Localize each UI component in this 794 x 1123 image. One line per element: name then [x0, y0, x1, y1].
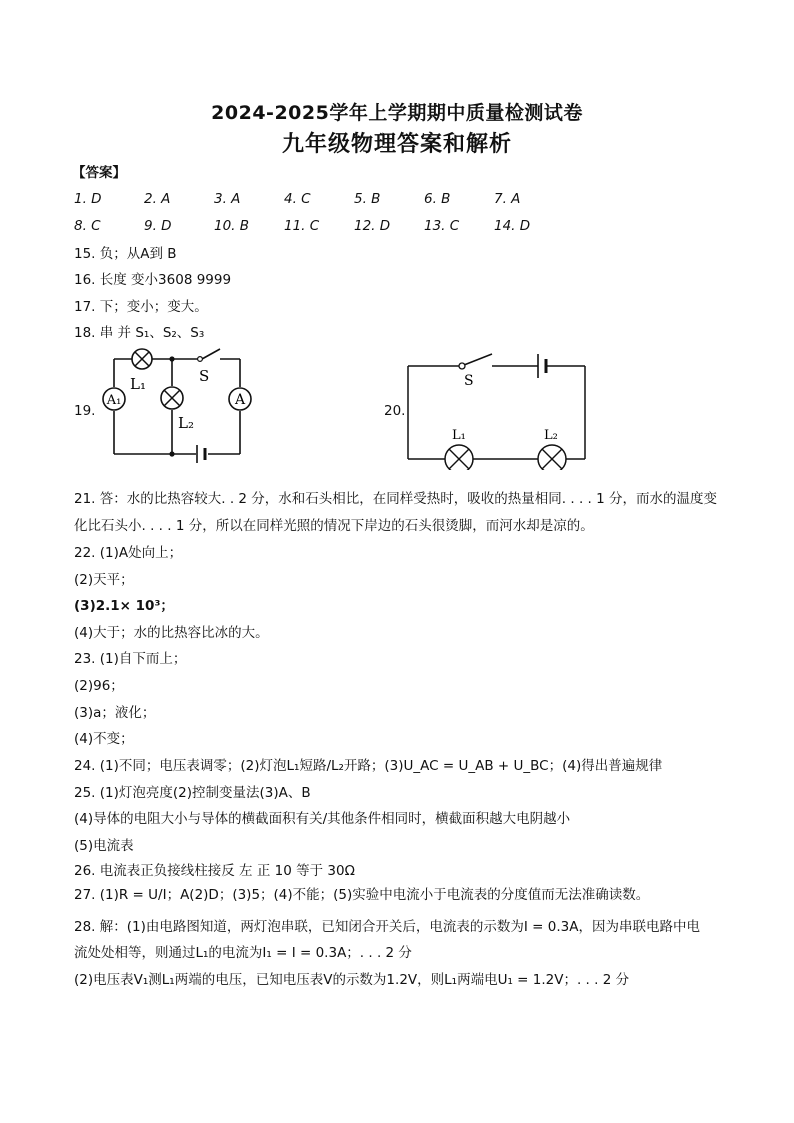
lamp-l1-label: L₁	[452, 428, 466, 443]
mc-answer: 13. C	[424, 218, 460, 234]
ammeter-a-icon	[229, 388, 251, 410]
lamp-l2-label: L₂	[544, 428, 558, 443]
mc-answer: 10. B	[214, 218, 250, 234]
lamp-l2-icon	[161, 387, 183, 409]
answer-q22-1: 22. (1)A处向上；	[74, 545, 183, 561]
lamp-l1-icon	[445, 445, 473, 470]
battery-icon	[197, 445, 205, 463]
answer-q26: 26. 电流表正负接线柱接反 左 正 10 等于 30Ω	[74, 863, 355, 879]
answer-q28-line2: 流处处相等，则通过L₁的电流为I₁ = I = 0.3A；. . . 2 分	[74, 945, 412, 961]
answer-q23-3: (3)a；液化；	[74, 705, 156, 721]
mc-answer: 4. C	[284, 191, 311, 207]
answer-q22-3: (3)2.1× 10³；	[74, 598, 174, 614]
ammeter-a1-label: A₁	[106, 393, 122, 408]
mc-answer: 8. C	[74, 218, 101, 234]
mc-answer: 2. A	[144, 191, 171, 207]
lamp-l2-icon	[538, 445, 566, 470]
answer-q16: 16. 长度 变小3608 9999	[74, 272, 232, 288]
answer-q25-1: 25. (1)灯泡亮度(2)控制变量法(3)A、B	[74, 785, 311, 801]
mc-answer: 6. B	[424, 191, 451, 207]
answer-q28-line3: (2)电压表V₁测L₁两端的电压，已知电压表V的示数为1.2V，则L₁两端电U₁ = 1.2V；. . . 2 分	[74, 972, 630, 988]
battery-icon	[538, 354, 546, 378]
exam-subtitle: 九年级物理答案和解析	[281, 132, 512, 157]
lamp-l2-label: L₂	[178, 414, 194, 432]
circuit-diagram-20	[402, 346, 598, 470]
answer-q18: 18. 串 并 S₁、S₂、S₃	[74, 325, 205, 341]
q20-label: 20.	[384, 403, 406, 419]
answer-q22-2: (2)天平；	[74, 572, 134, 588]
q19-label: 19.	[74, 403, 96, 419]
answer-q23-4: (4)不变；	[74, 731, 134, 747]
switch-label: S	[199, 367, 210, 385]
answer-q24: 24. (1)不同；电压表调零；(2)灯泡L₁短路/L₂开路；(3)U_AC = U_AB + U_BC；(4)得出普遍规律	[74, 758, 663, 774]
junction-dot	[169, 356, 174, 361]
answer-heading: 【答案】	[72, 165, 126, 181]
lamp-l1-label: L₁	[130, 375, 146, 393]
ammeter-a-label: A	[234, 392, 246, 408]
answer-q25-2: (4)导体的电阻大小与导体的横截面积有关/其他条件相同时，横截面积越大电阴越小	[74, 811, 571, 827]
exam-title: 2024-2025学年上学期期中质量检测试卷	[211, 102, 583, 124]
answer-q22-4: (4)大于；水的比热容比冰的大。	[74, 625, 269, 641]
mc-answer: 3. A	[214, 191, 241, 207]
answer-q15: 15. 负；从A到 B	[74, 246, 177, 262]
circuit-diagram-19	[96, 342, 256, 466]
answer-q21-line2: 化比石头小. . . . 1 分，所以在同样光照的情况下岸边的石头很烫脚，而河水却是凉的。	[74, 518, 594, 534]
switch-contact	[198, 357, 203, 362]
mc-answer: 5. B	[354, 191, 381, 207]
ammeter-a1-icon	[103, 388, 125, 410]
mc-answer: 7. A	[494, 191, 521, 207]
answer-q23-2: (2)96；	[74, 678, 124, 694]
switch-label: S	[464, 373, 474, 389]
mc-answer: 14. D	[494, 218, 531, 234]
answer-q28-line1: 28. 解：(1)由电路图知道，两灯泡串联，已知闭合开关后，电流表的示数为I = 0.3A，因为串联电路中电	[74, 919, 700, 935]
mc-answer: 11. C	[284, 218, 320, 234]
answer-q17: 17. 下；变小；变大。	[74, 299, 208, 315]
mc-answer: 9. D	[144, 218, 172, 234]
answer-q21-line1: 21. 答：水的比热容较大. . 2 分，水和石头相比，在同样受热时，吸收的热量相同. . . . 1 分，而水的温度变	[74, 491, 718, 507]
mc-answer: 1. D	[74, 191, 102, 207]
junction-dot	[169, 451, 174, 456]
switch-contact	[459, 363, 465, 369]
lamp-l1-icon	[132, 349, 152, 369]
answer-q27: 27. (1)R = U/I；A(2)D；(3)5；(4)不能；(5)实验中电流小于电流表的分度值而无法准确读数。	[74, 887, 650, 903]
answer-q23-1: 23. (1)自下而上；	[74, 651, 187, 667]
mc-answer: 12. D	[354, 218, 391, 234]
answer-q25-3: (5)电流表	[74, 838, 134, 854]
